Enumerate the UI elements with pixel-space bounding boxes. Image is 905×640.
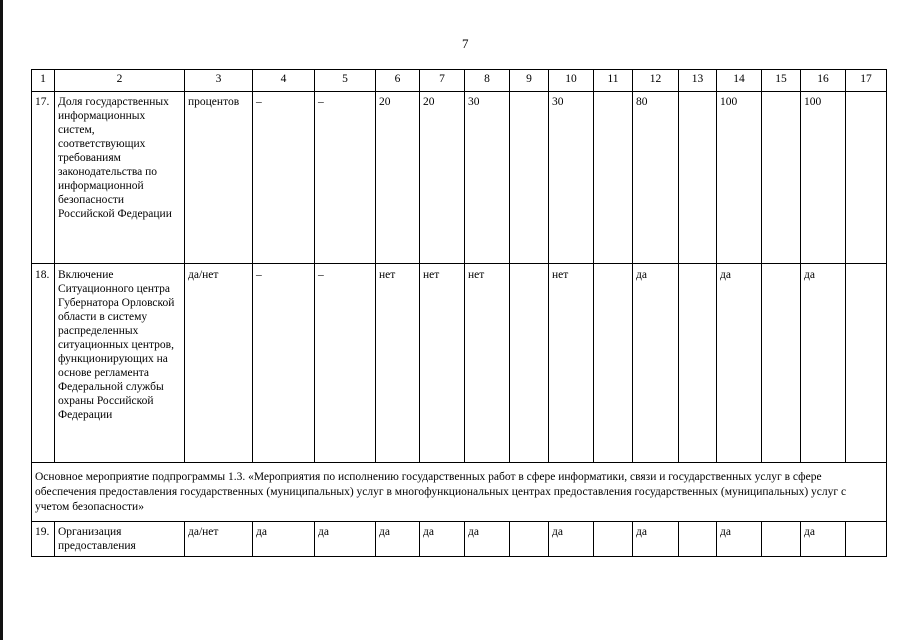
unit-cell: да/нет bbox=[185, 264, 253, 463]
column-number-cell: 9 bbox=[510, 70, 549, 92]
row-number-cell: 19. bbox=[32, 522, 55, 557]
column-number-cell: 2 bbox=[55, 70, 185, 92]
column-number-cell: 13 bbox=[679, 70, 717, 92]
column-number-cell: 17 bbox=[846, 70, 887, 92]
value-cell bbox=[846, 92, 887, 264]
value-cell: нет bbox=[376, 264, 420, 463]
column-number-cell: 3 bbox=[185, 70, 253, 92]
table-row bbox=[32, 522, 887, 557]
value-cell: – bbox=[315, 92, 376, 264]
indicator-name-cell: Доля государственных информационных систем, соответствующих требованиям законодательства по информационной безопасности Российской Федерации bbox=[55, 92, 185, 264]
section-title-cell: Основное мероприятие подпрограммы 1.3. «Мероприятия по исполнению государственных работ в сфере информатики, связи и государственных услуг в сфере обеспечения предоставления государственных (муниципальных) услуг в многофункциональных центрах предоставления государственных (муниципальных) услуг с учетом безопасности» bbox=[32, 463, 887, 522]
column-number-cell: 1 bbox=[32, 70, 55, 92]
column-number-cell: 5 bbox=[315, 70, 376, 92]
value-cell: 80 bbox=[633, 92, 679, 264]
value-cell: нет bbox=[549, 264, 594, 463]
value-cell: 100 bbox=[717, 92, 762, 264]
value-cell: 20 bbox=[376, 92, 420, 264]
page-edge-line bbox=[0, 0, 3, 640]
value-cell: нет bbox=[420, 264, 465, 463]
value-cell: да bbox=[253, 522, 315, 557]
value-cell: да bbox=[801, 264, 846, 463]
value-cell: 100 bbox=[801, 92, 846, 264]
unit-cell: процентов bbox=[185, 92, 253, 264]
value-cell bbox=[679, 92, 717, 264]
value-cell: да bbox=[633, 522, 679, 557]
table-row bbox=[32, 264, 887, 463]
value-cell: 30 bbox=[549, 92, 594, 264]
indicators-table bbox=[31, 69, 887, 557]
value-cell bbox=[510, 92, 549, 264]
value-cell bbox=[510, 522, 549, 557]
value-cell bbox=[679, 522, 717, 557]
value-cell: да bbox=[420, 522, 465, 557]
value-cell bbox=[762, 522, 801, 557]
value-cell bbox=[594, 92, 633, 264]
value-cell bbox=[762, 92, 801, 264]
unit-cell: да/нет bbox=[185, 522, 253, 557]
column-number-cell: 6 bbox=[376, 70, 420, 92]
column-number-cell: 7 bbox=[420, 70, 465, 92]
table-row bbox=[32, 92, 887, 264]
column-number-cell: 15 bbox=[762, 70, 801, 92]
value-cell bbox=[679, 264, 717, 463]
column-number-cell: 8 bbox=[465, 70, 510, 92]
value-cell: нет bbox=[465, 264, 510, 463]
value-cell: 30 bbox=[465, 92, 510, 264]
value-cell: да bbox=[633, 264, 679, 463]
value-cell: да bbox=[315, 522, 376, 557]
value-cell bbox=[510, 264, 549, 463]
column-number-cell: 14 bbox=[717, 70, 762, 92]
column-number-cell: 16 bbox=[801, 70, 846, 92]
value-cell: да bbox=[717, 522, 762, 557]
column-number-cell: 11 bbox=[594, 70, 633, 92]
row-number-cell: 18. bbox=[32, 264, 55, 463]
column-number-cell: 10 bbox=[549, 70, 594, 92]
value-cell: 20 bbox=[420, 92, 465, 264]
column-number-cell: 4 bbox=[253, 70, 315, 92]
table-header-row bbox=[32, 70, 887, 92]
value-cell: да bbox=[465, 522, 510, 557]
indicator-name-cell: Включение Ситуационного центра Губернатора Орловской области в систему распределенных ситуационных центров, функционирующих на основе регламента Федеральной службы охраны Российской Федерации bbox=[55, 264, 185, 463]
value-cell bbox=[846, 264, 887, 463]
row-number-cell: 17. bbox=[32, 92, 55, 264]
value-cell bbox=[846, 522, 887, 557]
value-cell: да bbox=[717, 264, 762, 463]
value-cell: – bbox=[253, 92, 315, 264]
value-cell: да bbox=[376, 522, 420, 557]
column-number-cell: 12 bbox=[633, 70, 679, 92]
value-cell: – bbox=[315, 264, 376, 463]
page-number: 7 bbox=[462, 36, 469, 51]
value-cell: да bbox=[801, 522, 846, 557]
section-row bbox=[32, 463, 887, 522]
indicator-name-cell: Организация предоставления bbox=[55, 522, 185, 557]
value-cell: да bbox=[549, 522, 594, 557]
value-cell: – bbox=[253, 264, 315, 463]
value-cell bbox=[594, 522, 633, 557]
value-cell bbox=[594, 264, 633, 463]
value-cell bbox=[762, 264, 801, 463]
